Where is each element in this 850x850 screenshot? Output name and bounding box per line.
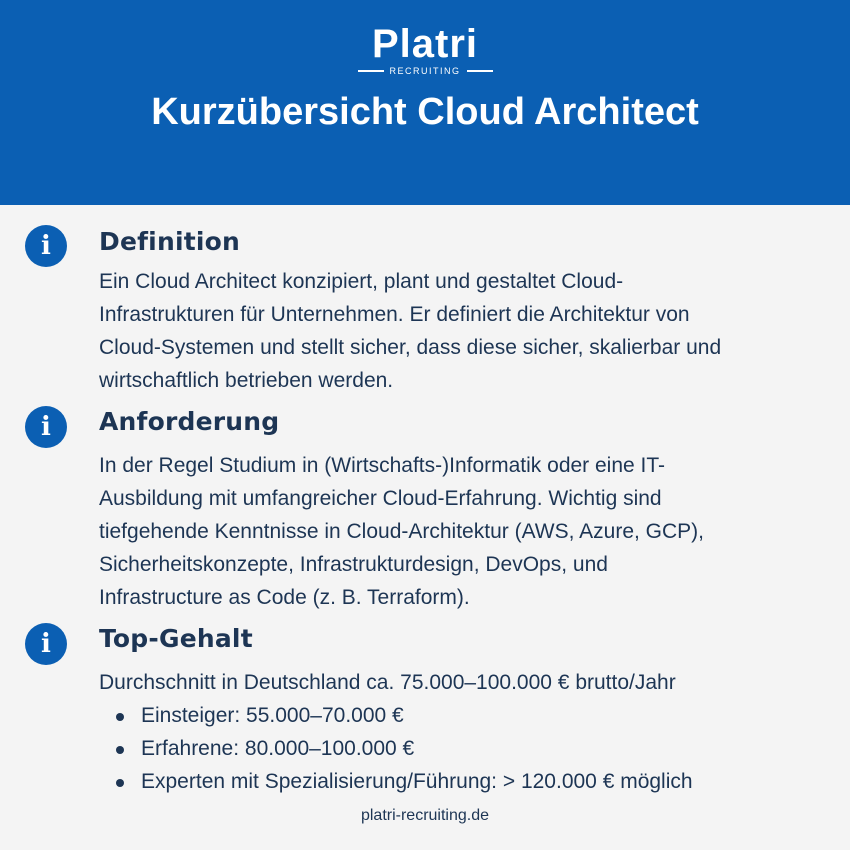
logo-subtitle [0,66,850,76]
body-line: tiefgehende Kenntnisse in Cloud-Architektur (AWS, Azure, GCP), [99,520,705,543]
section-body [99,449,819,614]
salary-list [99,699,819,798]
header [0,0,850,205]
body-line: Ausbildung mit umfangreicher Cloud-Erfahrung. Wichtig sind [99,487,662,510]
section-title: Definition [99,227,241,256]
body-line: Durchschnitt in Deutschland ca. 75.000–100.000 € brutto/Jahr [99,671,676,694]
info-icon: i [25,406,67,448]
section-body [99,265,819,397]
footer-url: platri-recruiting.de [360,807,490,824]
body-line: Cloud-Systemen und stellt sicher, dass diese sicher, skalierbar und [99,336,722,359]
body-line: wirtschaftlich betrieben werden. [99,369,394,392]
logo: Platri [371,22,479,66]
body-line: In der Regel Studium in (Wirtschafts-)Informatik oder eine IT- [99,454,666,477]
list-item: Einsteiger: 55.000–70.000 € [99,699,819,732]
section-title: Anforderung [99,407,280,436]
info-icon: i [25,225,67,267]
list-item: Erfahrene: 80.000–100.000 € [99,732,819,765]
logo-dash-left [358,70,384,72]
list-item: Experten mit Spezialisierung/Führung: > 120.000 € möglich [99,765,819,798]
body-line: Sicherheitskonzepte, Infrastrukturdesign, DevOps, und [99,553,608,576]
info-icon: i [25,623,67,665]
page-title: Kurzübersicht Cloud Architect [151,91,699,133]
section-body [99,666,819,798]
section-title: Top-Gehalt [99,624,253,653]
body-line: Ein Cloud Architect konzipiert, plant und gestaltet Cloud- [99,270,624,293]
logo-dash-right [467,70,493,72]
body-line: Infrastrukturen für Unternehmen. Er definiert die Architektur von [99,303,690,326]
body-line: Infrastructure as Code (z. B. Terraform). [99,586,470,609]
logo-subtitle-text: RECRUITING [389,66,461,76]
